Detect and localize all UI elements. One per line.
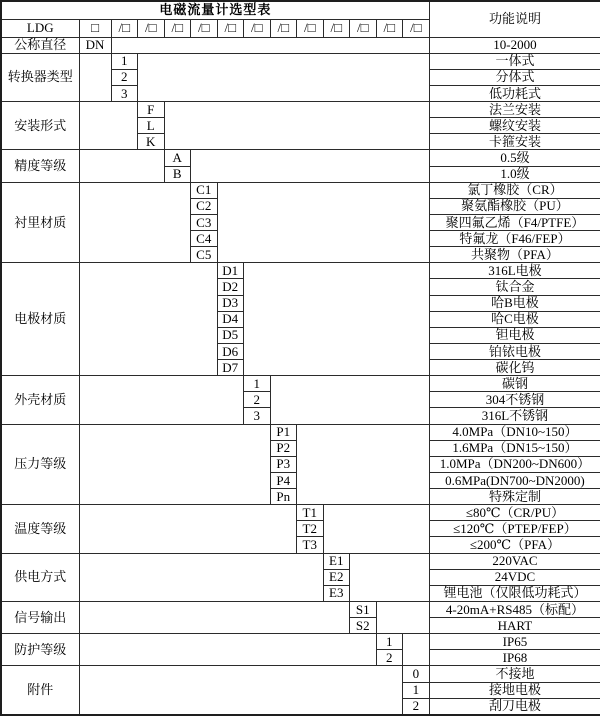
filler-right — [270, 376, 429, 424]
option-code: D7 — [217, 360, 244, 376]
option-description: 不接地 — [429, 666, 600, 682]
category-label: 压力等级 — [1, 424, 79, 505]
option-description: 分体式 — [429, 69, 600, 85]
option-code: D5 — [217, 327, 244, 343]
category-label: 供电方式 — [1, 553, 79, 601]
model-code-slot: /□ — [297, 19, 324, 37]
option-row — [1, 424, 600, 440]
option-description: 220VAC — [429, 553, 600, 569]
selection-table-body — [1, 1, 600, 715]
category-label: 电极材质 — [1, 263, 79, 376]
filler-right — [111, 37, 429, 53]
option-row — [1, 376, 600, 392]
model-code-slot: /□ — [217, 19, 244, 37]
category-label: 公称直径 — [1, 37, 79, 53]
option-code: K — [138, 134, 165, 150]
model-code-slot: /□ — [138, 19, 165, 37]
option-code: T3 — [297, 537, 324, 553]
option-code: 0 — [403, 666, 430, 682]
option-code: C4 — [191, 231, 218, 247]
filler-left — [79, 666, 403, 715]
option-code: 3 — [244, 408, 271, 424]
option-code: E1 — [323, 553, 350, 569]
filler-left — [79, 53, 111, 101]
option-description: 1.0MPa（DN200~DN600） — [429, 456, 600, 472]
option-description: 聚四氟乙烯（F4/PTFE） — [429, 214, 600, 230]
option-description: HART — [429, 618, 600, 634]
option-code: T2 — [297, 521, 324, 537]
option-description: 316L电极 — [429, 263, 600, 279]
option-code: F — [138, 102, 165, 118]
option-code: D6 — [217, 343, 244, 359]
option-description: 钛合金 — [429, 279, 600, 295]
option-code: L — [138, 118, 165, 134]
option-row — [1, 102, 600, 118]
option-description: 聚氨酯橡胶（PU） — [429, 198, 600, 214]
option-description: 一体式 — [429, 53, 600, 69]
option-code: 1 — [111, 53, 138, 69]
option-description: 0.5级 — [429, 150, 600, 166]
option-description: 碳钢 — [429, 376, 600, 392]
option-description: 哈C电极 — [429, 311, 600, 327]
option-description: ≤120℃（PTEP/FEP） — [429, 521, 600, 537]
category-label: 精度等级 — [1, 150, 79, 182]
option-code: P3 — [270, 456, 297, 472]
option-code: D1 — [217, 263, 244, 279]
option-row — [1, 505, 600, 521]
option-description: 0.6MPa(DN700~DN2000) — [429, 472, 600, 488]
category-label: 衬里材质 — [1, 182, 79, 263]
filler-right — [138, 53, 430, 101]
option-row — [1, 37, 600, 53]
filler-left — [79, 263, 217, 376]
filler-left — [79, 505, 297, 553]
model-code-slot: /□ — [403, 19, 430, 37]
function-description-header: 功能说明 — [429, 1, 600, 37]
model-code-slot: /□ — [191, 19, 218, 37]
option-description: 低功耗式 — [429, 85, 600, 101]
option-row — [1, 553, 600, 569]
option-code: D4 — [217, 311, 244, 327]
option-code: Pn — [270, 489, 297, 505]
option-code: 1 — [403, 682, 430, 698]
option-code: D2 — [217, 279, 244, 295]
category-label: 防护等级 — [1, 634, 79, 666]
option-code: P4 — [270, 472, 297, 488]
option-code: A — [164, 150, 191, 166]
category-label: 转换器类型 — [1, 53, 79, 101]
filler-left — [79, 553, 323, 601]
filler-left — [79, 634, 376, 666]
option-description: 特氟龙（F46/FEP） — [429, 231, 600, 247]
option-description: 锂电池（仅限低功耗式） — [429, 585, 600, 601]
option-description: 钽电极 — [429, 327, 600, 343]
option-code: 2 — [376, 650, 403, 666]
option-row — [1, 263, 600, 279]
page-title: 电磁流量计选型表 — [1, 1, 429, 19]
model-code-slot: /□ — [164, 19, 191, 37]
option-code: B — [164, 166, 191, 182]
option-description: ≤200℃（PFA） — [429, 537, 600, 553]
category-label: 安装形式 — [1, 102, 79, 150]
filler-left — [79, 182, 191, 263]
model-code-slot: /□ — [323, 19, 350, 37]
option-description: 接地电极 — [429, 682, 600, 698]
option-code: P1 — [270, 424, 297, 440]
option-description: 碳化钨 — [429, 360, 600, 376]
title-row — [1, 1, 600, 19]
option-code: D3 — [217, 295, 244, 311]
option-code: E2 — [323, 569, 350, 585]
option-description: 1.6MPa（DN15~150） — [429, 440, 600, 456]
option-code: P2 — [270, 440, 297, 456]
category-label: 附件 — [1, 666, 79, 715]
filler-left — [79, 424, 270, 505]
category-label: 外壳材质 — [1, 376, 79, 424]
option-row — [1, 53, 600, 69]
filler-right — [350, 553, 430, 601]
option-code: 2 — [111, 69, 138, 85]
category-label: 温度等级 — [1, 505, 79, 553]
option-code: 1 — [244, 376, 271, 392]
option-row — [1, 666, 600, 682]
option-description: 铂铱电极 — [429, 343, 600, 359]
filler-right — [164, 102, 429, 150]
option-row — [1, 634, 600, 650]
category-label: 信号输出 — [1, 601, 79, 633]
filler-right — [323, 505, 429, 553]
option-code: 2 — [403, 698, 430, 715]
option-description: 哈B电极 — [429, 295, 600, 311]
model-code-slot: /□ — [376, 19, 403, 37]
filler-left — [79, 376, 244, 424]
filler-right — [403, 634, 430, 666]
filler-left — [79, 102, 138, 150]
option-description: 特殊定制 — [429, 489, 600, 505]
option-description: ≤80℃（CR/PU） — [429, 505, 600, 521]
option-description: 4.0MPa（DN10~150） — [429, 424, 600, 440]
model-code-slot: /□ — [350, 19, 377, 37]
option-description: 法兰安装 — [429, 102, 600, 118]
model-code-slot: /□ — [111, 19, 138, 37]
option-code: C2 — [191, 198, 218, 214]
option-code: 1 — [376, 634, 403, 650]
model-prefix: LDG — [1, 19, 79, 37]
option-code: C3 — [191, 214, 218, 230]
filler-left — [79, 601, 350, 633]
option-description: 氯丁橡胶（CR） — [429, 182, 600, 198]
option-code: DN — [79, 37, 111, 53]
option-description: 4-20mA+RS485（标配） — [429, 601, 600, 617]
option-code: 3 — [111, 85, 138, 101]
option-row — [1, 601, 600, 617]
option-code: E3 — [323, 585, 350, 601]
filler-right — [217, 182, 429, 263]
option-description: 316L不锈钢 — [429, 408, 600, 424]
filler-right — [244, 263, 430, 376]
option-code: S2 — [350, 618, 377, 634]
model-code-slot: /□ — [244, 19, 271, 37]
option-description: 卡箍安装 — [429, 134, 600, 150]
option-row — [1, 182, 600, 198]
option-description: 螺纹安装 — [429, 118, 600, 134]
filler-right — [191, 150, 430, 182]
option-description: IP65 — [429, 634, 600, 650]
model-code-box: □ — [79, 19, 111, 37]
option-description: 共聚物（PFA） — [429, 247, 600, 263]
option-description: 24VDC — [429, 569, 600, 585]
option-description: 10-2000 — [429, 37, 600, 53]
option-description: 304不锈钢 — [429, 392, 600, 408]
option-description: 刮刀电极 — [429, 698, 600, 715]
model-code-slot: /□ — [270, 19, 297, 37]
option-code: T1 — [297, 505, 324, 521]
option-code: C1 — [191, 182, 218, 198]
filler-right — [376, 601, 429, 633]
option-description: 1.0级 — [429, 166, 600, 182]
filler-left — [79, 150, 164, 182]
filler-right — [297, 424, 430, 505]
option-row — [1, 150, 600, 166]
option-code: 2 — [244, 392, 271, 408]
option-code: C5 — [191, 247, 218, 263]
option-description: IP68 — [429, 650, 600, 666]
option-code: S1 — [350, 601, 377, 617]
